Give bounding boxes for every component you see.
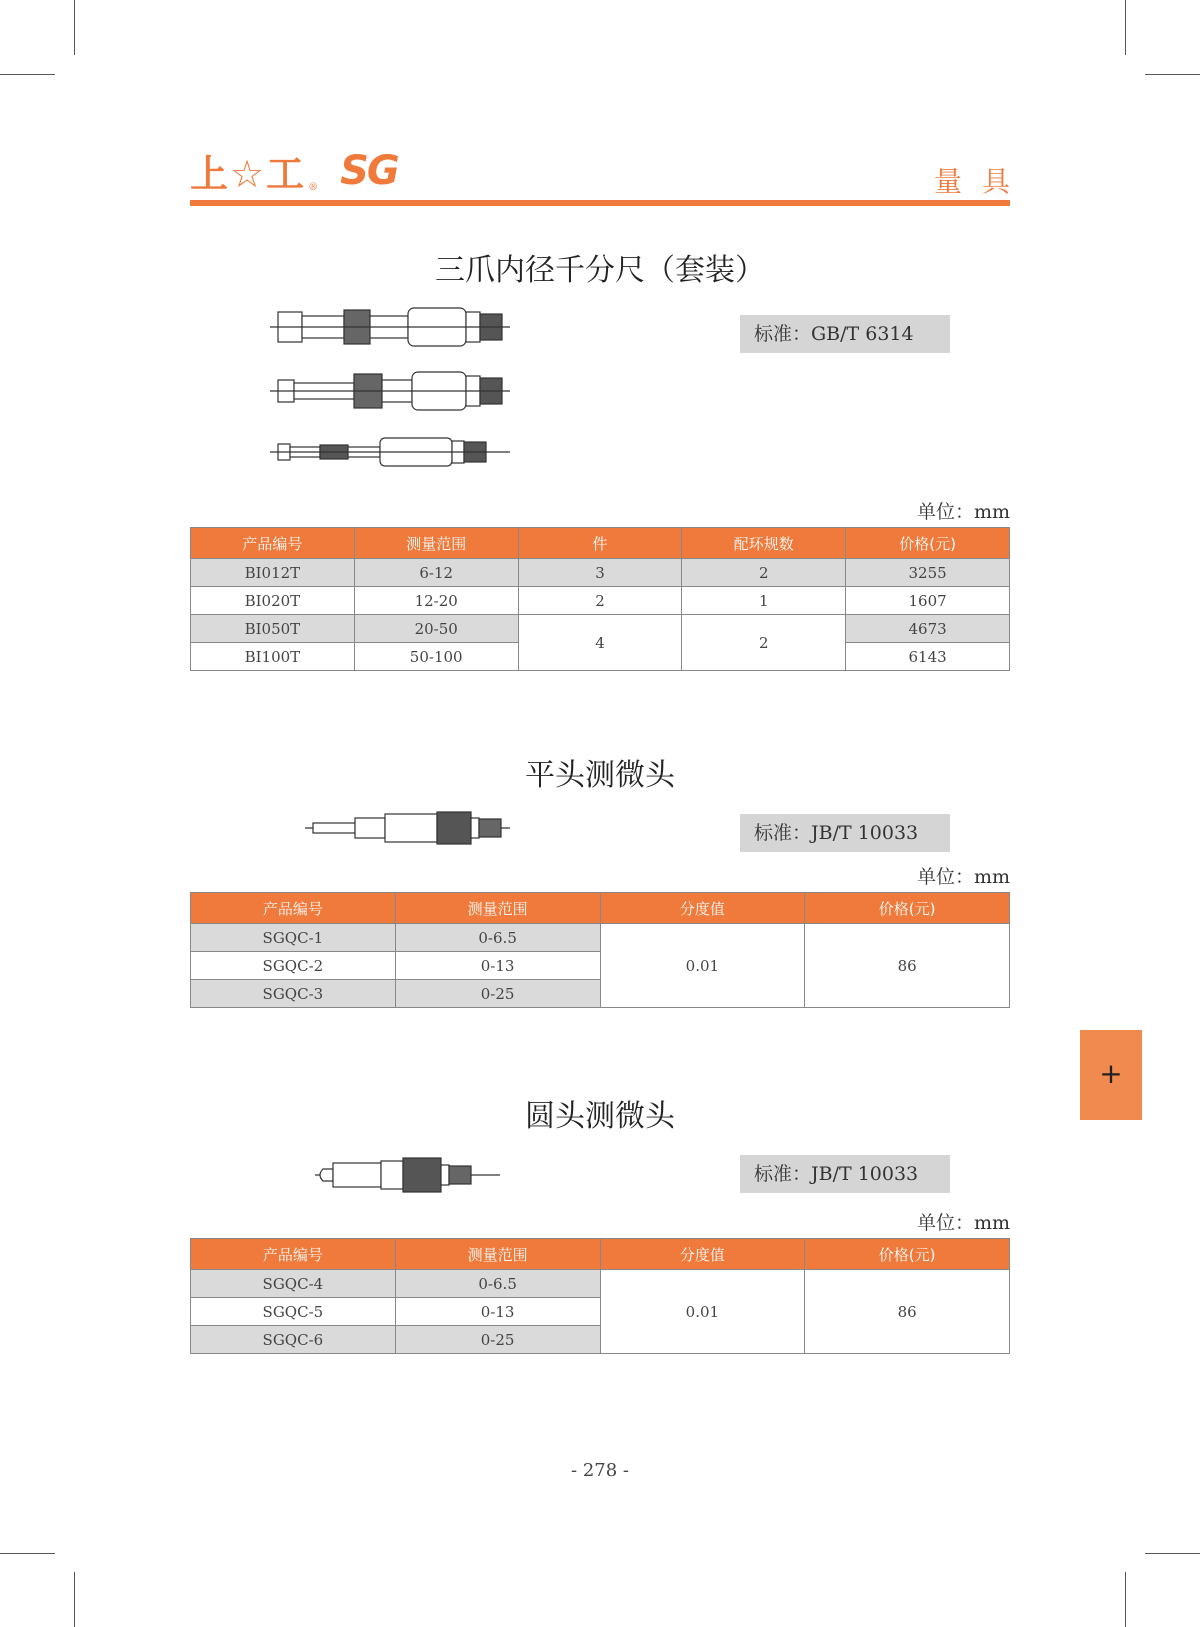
unit-label: 单位：mm [916,866,1010,888]
table-cell: BI100T [191,643,355,671]
crop-mark [1145,74,1200,75]
column-header: 测量范围 [395,1239,600,1270]
side-tab[interactable]: + [1080,1030,1142,1120]
table-row [191,615,1010,643]
column-header: 测量范围 [395,893,600,924]
table-cell: SGQC-2 [191,952,396,980]
table-row [191,924,1010,952]
table-cell: 4 [518,615,682,671]
table-cell: 1607 [846,587,1010,615]
logo-registered-mark: ® [308,182,319,193]
table-cell: SGQC-5 [191,1298,396,1326]
table-cell: 3255 [846,559,1010,587]
table-cell: 2 [518,587,682,615]
column-header: 价格(元) [805,1239,1010,1270]
table-cell: 0-6.5 [395,1270,600,1298]
brand-logo [190,147,398,196]
section-title: 圆头测微头 [525,1099,675,1134]
crop-mark [0,74,55,75]
spec-table [190,527,1010,671]
table-cell: SGQC-4 [191,1270,396,1298]
table-row [191,587,1010,615]
spec-table [190,1238,1010,1354]
column-header: 价格(元) [805,893,1010,924]
table-header-row [191,1239,1010,1270]
standard-label: 标准：JB/T 10033 [740,814,950,852]
column-header: 分度值 [600,1239,805,1270]
table-cell: 0-25 [395,980,600,1008]
unit-label: 单位：mm [916,501,1010,523]
table-cell: SGQC-3 [191,980,396,1008]
table-cell: BI012T [191,559,355,587]
table-cell: 12-20 [354,587,518,615]
table-cell: 0.01 [600,924,805,1008]
round-head-micrometer-illustration [315,1155,505,1195]
column-header: 产品编号 [191,893,396,924]
section-title: 平头测微头 [525,758,675,793]
crop-mark [74,0,75,55]
column-header: 分度值 [600,893,805,924]
table-cell: 20-50 [354,615,518,643]
logo-sg: SG [340,147,398,194]
column-header: 价格(元) [846,528,1010,559]
table-row [191,559,1010,587]
header-rule [190,200,1010,206]
column-header: 测量范围 [354,528,518,559]
table-cell: BI020T [191,587,355,615]
standard-label: 标准：GB/T 6314 [740,315,950,353]
table-cell: 0.01 [600,1270,805,1354]
crop-mark [0,1553,55,1554]
column-header: 配环规数 [682,528,846,559]
unit-label: 单位：mm [916,1212,1010,1234]
table-cell: SGQC-6 [191,1326,396,1354]
table-cell: 6-12 [354,559,518,587]
three-jaw-micrometer-illustration [270,300,520,485]
table-cell: 0-6.5 [395,924,600,952]
table-header-row [191,893,1010,924]
spec-table [190,892,1010,1008]
table-cell: 0-25 [395,1326,600,1354]
table-cell: 3 [518,559,682,587]
page-number: - 278 - [571,1460,629,1481]
crop-mark [1125,1572,1126,1627]
column-header: 件 [518,528,682,559]
table-cell: 4673 [846,615,1010,643]
table-cell: 0-13 [395,952,600,980]
crop-mark [1145,1553,1200,1554]
crop-mark [74,1572,75,1627]
section-title: 三爪内径千分尺（套装） [435,253,765,288]
table-cell: 6143 [846,643,1010,671]
table-cell: 0-13 [395,1298,600,1326]
table-cell: BI050T [191,615,355,643]
table-cell: 86 [805,1270,1010,1354]
table-cell: 50-100 [354,643,518,671]
table-cell: 2 [682,559,846,587]
logo-text: 上☆工 [190,152,307,196]
crop-mark [1125,0,1126,55]
table-row [191,1270,1010,1298]
flat-head-micrometer-illustration [305,808,515,848]
table-cell: 1 [682,587,846,615]
table-cell: 2 [682,615,846,671]
column-header: 产品编号 [191,528,355,559]
table-header-row [191,528,1010,559]
table-cell: 86 [805,924,1010,1008]
standard-label: 标准：JB/T 10033 [740,1155,950,1193]
category-title: 量具 [933,165,1030,198]
column-header: 产品编号 [191,1239,396,1270]
table-cell: SGQC-1 [191,924,396,952]
